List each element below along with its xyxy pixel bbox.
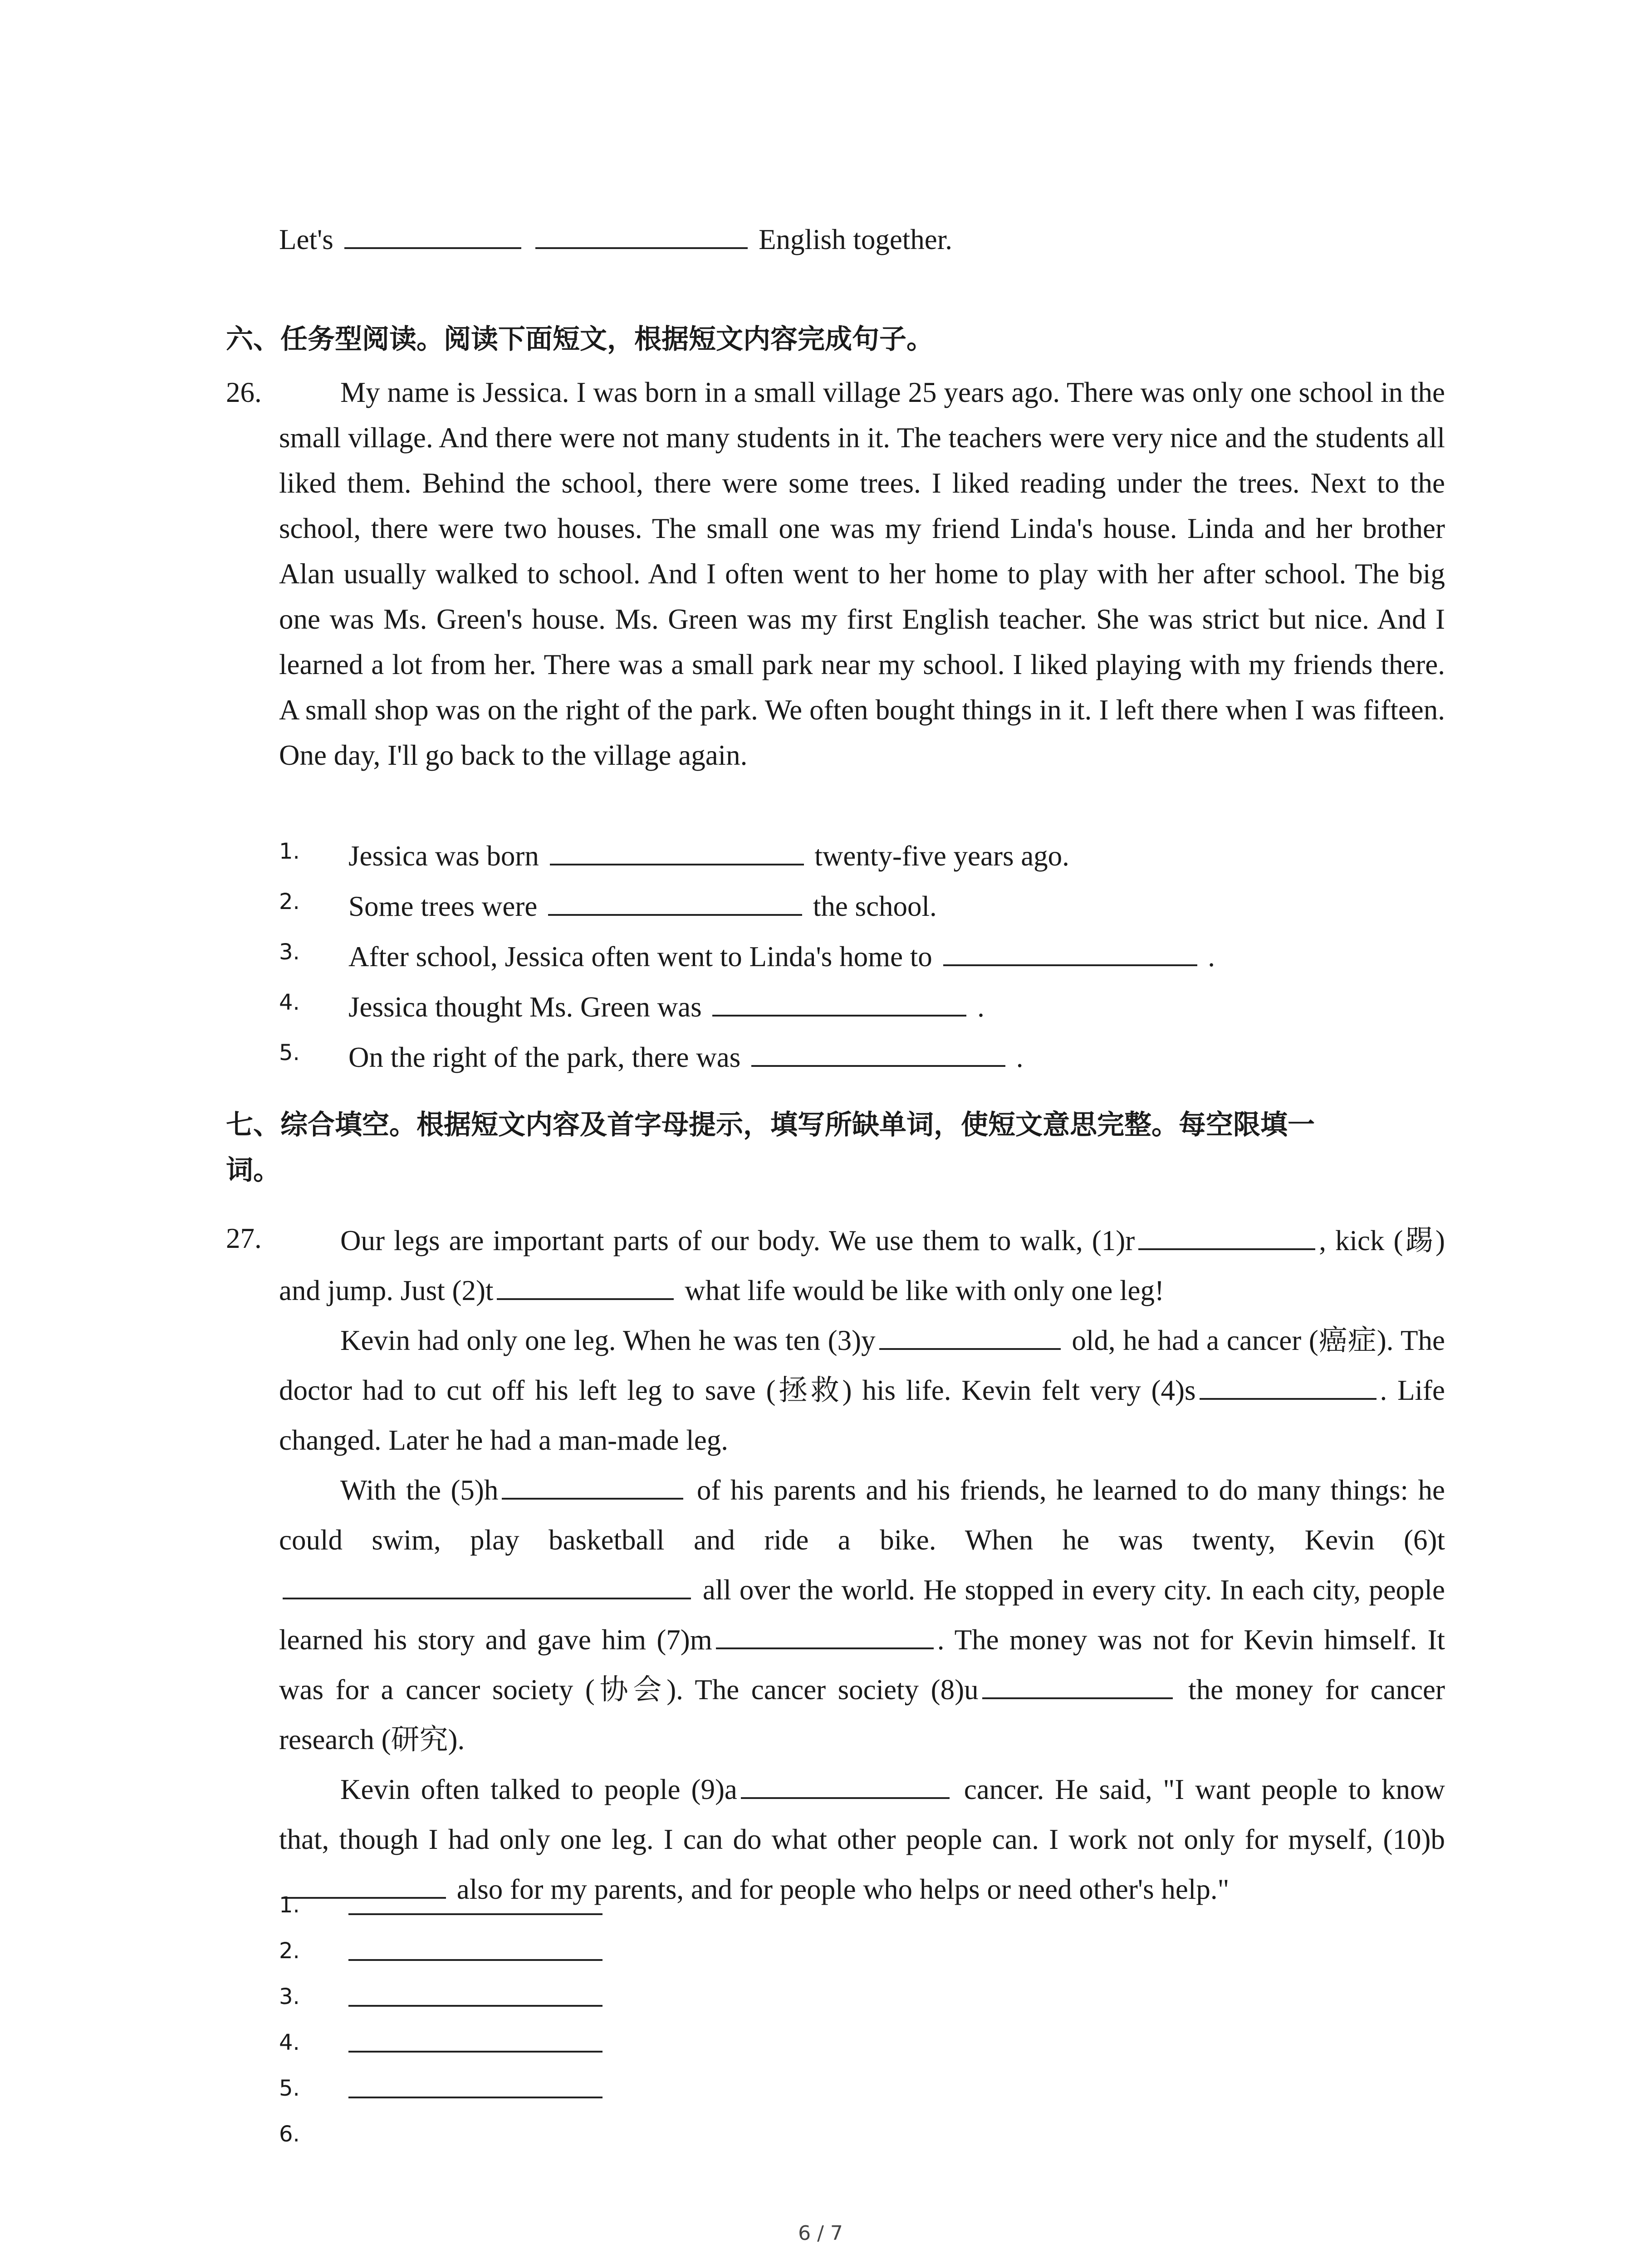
question-item	[348, 1035, 1023, 1080]
answer-blank[interactable]	[535, 219, 748, 249]
answer-blank[interactable]	[502, 1470, 683, 1500]
section-heading: 六、任务型阅读。阅读下面短文，根据短文内容完成句子。	[226, 323, 934, 355]
carryover-line	[279, 217, 952, 262]
section-heading-cont: 词。	[226, 1154, 280, 1186]
item-text: twenty-five years ago.	[814, 840, 1069, 872]
answer-blank[interactable]	[1200, 1370, 1376, 1400]
answer-line[interactable]	[348, 2097, 603, 2098]
item-text: Some trees were	[348, 890, 538, 922]
item-text: .	[1208, 941, 1215, 973]
carryover-end: English together.	[759, 224, 953, 255]
reading-passage	[279, 370, 1445, 778]
question-item	[348, 833, 1069, 879]
answer-number: 5.	[279, 2076, 300, 2101]
answer-blank[interactable]	[712, 987, 966, 1017]
question-number: 27.	[226, 1222, 262, 1254]
carryover-start: Let's	[279, 224, 333, 255]
answer-number: 2.	[279, 1938, 300, 1964]
item-number: 4.	[279, 990, 300, 1015]
answer-blank[interactable]	[716, 1619, 934, 1649]
answer-number: 1.	[279, 1892, 300, 1918]
answer-blank[interactable]	[548, 886, 802, 916]
item-number: 3.	[279, 939, 300, 965]
question-item	[348, 884, 937, 929]
answer-blank[interactable]	[982, 1669, 1173, 1699]
answer-blank[interactable]	[879, 1320, 1061, 1350]
answer-blank[interactable]	[751, 1037, 1005, 1067]
item-text: Jessica was born	[348, 840, 539, 872]
answer-blank[interactable]	[497, 1270, 674, 1300]
item-text: On the right of the park, there was	[348, 1041, 741, 1073]
question-item	[348, 984, 985, 1030]
section-heading: 七、综合填空。根据短文内容及首字母提示，填写所缺单词，使短文意思完整。每空限填一	[226, 1109, 1315, 1141]
answer-line[interactable]	[348, 1959, 603, 1961]
answer-blank[interactable]	[741, 1769, 950, 1799]
answer-blank[interactable]	[283, 1569, 691, 1599]
item-text: the school.	[813, 890, 937, 922]
item-text: Jessica thought Ms. Green was	[348, 991, 702, 1023]
cloze-paragraph: Kevin often talked to people (9)a cancer. He said, "I want people to know that, though I had only one leg. I can do what other people can. I work not only for myself, (10)b also for my parents, and for people who helps or need other's help."	[279, 1765, 1445, 1914]
item-text: .	[977, 991, 985, 1023]
answer-blank[interactable]	[943, 936, 1197, 966]
cloze-paragraph: Our legs are important parts of our body. We use them to walk, (1)r , kick (踢) and jump. Just (2)t what life would be like with only one leg!	[279, 1216, 1445, 1315]
answer-blank[interactable]	[344, 219, 521, 249]
question-item	[348, 934, 1215, 979]
cloze-passage	[279, 1216, 1445, 1914]
item-text: After school, Jessica often went to Linda's home to	[348, 941, 932, 973]
item-number: 2.	[279, 889, 300, 914]
answer-line[interactable]	[348, 2051, 603, 2053]
item-number: 5.	[279, 1040, 300, 1066]
answer-blank[interactable]	[550, 836, 804, 865]
question-number: 26.	[226, 376, 262, 408]
answer-line[interactable]	[348, 2005, 603, 2007]
answer-blank[interactable]	[283, 1869, 446, 1899]
page-number: 6 / 7	[798, 2222, 843, 2245]
cloze-paragraph: With the (5)h of his parents and his friends, he learned to do many things: he could swim, play basketball and ride a bike. When he was twenty, Kevin (6)t all over the world. He stopped in every city. In each city, people learned his story and gave him (7)m . The money was not for Kevin himself. It was for a cancer society (协会). The cancer society (8)u the money for cancer research (研究).	[279, 1465, 1445, 1765]
answer-number: 6.	[279, 2121, 300, 2147]
answer-blank[interactable]	[1138, 1220, 1315, 1250]
item-text: .	[1016, 1041, 1024, 1073]
answer-number: 4.	[279, 2030, 300, 2055]
answer-line[interactable]	[348, 1913, 603, 1915]
passage-text: My name is Jessica. I was born in a small village 25 years ago. There was only one school in the small village. And there were not many students in it. The teachers were very nice and the students all liked them. Behind the school, there were some trees. I liked reading under the trees. Next to the school, there were two houses. The small one was my friend Linda's house. Linda and her brother Alan usually walked to school. And I often went to her home to play with her after school. The big one was Ms. Green's house. Ms. Green was my first English teacher. She was strict but nice. And I learned a lot from her. There was a small park near my school. I liked playing with my friends there. A small shop was on the right of the park. We often bought things in it. I left there when I was fifteen. One day, I'll go back to the village again.	[279, 376, 1445, 771]
answer-number: 3.	[279, 1984, 300, 2009]
cloze-paragraph: Kevin had only one leg. When he was ten (3)y old, he had a cancer (癌症). The doctor had to cut off his left leg to save (拯救) his life. Kevin felt very (4)s . Life changed. Later he had a man-made leg.	[279, 1315, 1445, 1465]
item-number: 1.	[279, 839, 300, 864]
